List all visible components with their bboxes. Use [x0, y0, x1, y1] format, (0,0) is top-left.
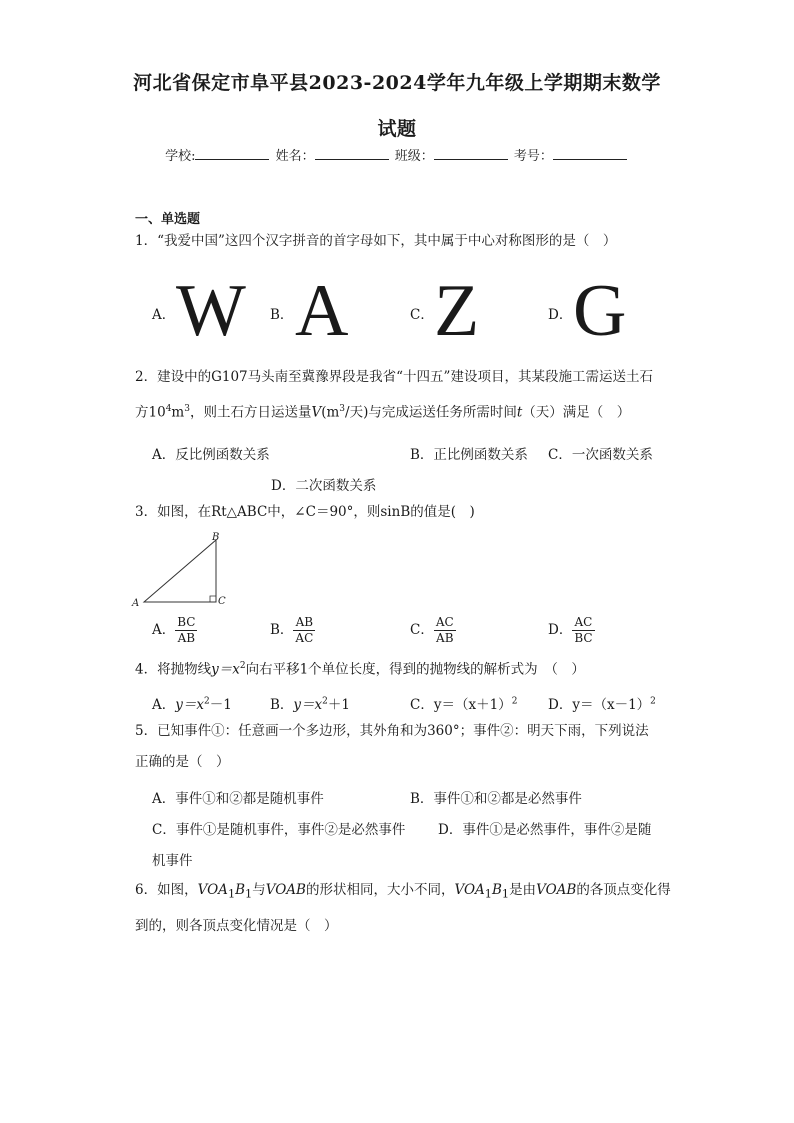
q4-option-a-post: －1: [209, 697, 232, 713]
q3-option-d[interactable]: [548, 615, 595, 646]
question-3: 3．如图，在Rt△ABC中，∠C＝90°，则sinB的值是( ): [135, 504, 475, 520]
q4-option-c-pre: y＝（x＋1）: [433, 697, 512, 713]
name-label: 姓名：: [275, 149, 315, 164]
name-blank[interactable]: [315, 147, 389, 160]
q6-sub-4: 1: [501, 887, 510, 901]
q2-option-a-label: A．: [152, 447, 176, 463]
q3-option-b-fraction: [293, 615, 315, 646]
q5-option-b-text: 事件①和②都是必然事件: [433, 791, 582, 807]
q4-option-a[interactable]: [152, 693, 232, 713]
q5-option-c-label: C．: [152, 822, 176, 838]
class-label: 班级：: [394, 149, 434, 164]
q1-option-a-label[interactable]: A．: [152, 307, 176, 323]
q2-text-e: /天)与完成运送任务所需时间: [345, 404, 517, 421]
q4-option-b[interactable]: [270, 693, 350, 713]
question-1: 1．“我爱中国”这四个汉字拼音的首字母如下，其中属于中心对称图形的是（ ）: [135, 233, 617, 249]
class-blank[interactable]: [434, 147, 508, 160]
school-blank[interactable]: [195, 147, 269, 160]
q4-option-c-sup: 2: [511, 696, 518, 707]
q5-option-c[interactable]: [152, 818, 405, 838]
q2-var-t: t: [516, 404, 523, 421]
q2-var-v: V: [311, 404, 322, 421]
q4-text-b: 向右平移1个单位长度，得到的抛物线的解析式为 （ ）: [245, 661, 585, 678]
q4-option-b-label: B．: [270, 697, 294, 713]
q3-d-num: AC: [572, 615, 594, 631]
question-5-line1: 5．已知事件①：任意画一个多边形，其外角和为360°；事件②：明天下雨，下列说法: [135, 723, 649, 739]
q2-sup-b: 3: [184, 404, 190, 414]
q5-option-b[interactable]: [410, 787, 582, 807]
q6-shape-3b: B: [491, 882, 502, 898]
q6-text-i: 是由: [509, 882, 537, 898]
q1-option-c-letter: Z: [434, 270, 480, 352]
q4-option-d[interactable]: [548, 693, 656, 713]
q2-option-b-text: 正比例函数关系: [433, 447, 528, 463]
q5-option-a-label: A．: [152, 791, 176, 807]
q2-option-c-text: 一次函数关系: [571, 447, 653, 463]
q1-option-a-letter: W: [176, 270, 246, 352]
q3-option-c-fraction: [434, 615, 456, 646]
q4-text-a: 4．将抛物线: [135, 661, 212, 678]
q6-text-f: 的形状相同，大小不同，: [305, 882, 455, 898]
q2-option-d-label: D．: [271, 478, 296, 494]
q3-b-den: AC: [295, 631, 314, 645]
q2-option-a-text: 反比例函数关系: [175, 447, 270, 463]
q5-option-d[interactable]: [438, 818, 651, 838]
q1-option-b-letter: A: [295, 270, 349, 352]
q3-c-den: AB: [436, 631, 454, 645]
q4-sup: 2: [239, 661, 246, 671]
q4-option-c-label: C．: [410, 697, 434, 713]
question-6-line2: 到的，则各顶点变化情况是（ ）: [135, 918, 338, 934]
q3-option-a-label: A．: [152, 622, 176, 638]
q6-shape-1: VOA: [197, 882, 228, 898]
vertex-c-label: C: [218, 596, 226, 607]
question-5-line2: 正确的是（ ）: [135, 754, 230, 770]
q3-option-c-label: C．: [410, 622, 434, 638]
q2-text-a: 方10: [135, 404, 166, 421]
q4-option-b-post: ＋1: [327, 697, 350, 713]
q3-b-num: AB: [293, 615, 315, 631]
q2-text-f: （天）满足（ ）: [522, 404, 631, 421]
q2-sup-a: 4: [165, 404, 172, 414]
q2-option-d[interactable]: [271, 474, 376, 494]
q5-option-d-continued: 机事件: [152, 853, 193, 869]
q6-text-d: 与: [252, 882, 266, 898]
q2-option-c[interactable]: [548, 443, 653, 463]
q5-option-a[interactable]: [152, 787, 324, 807]
q3-option-b[interactable]: [270, 615, 315, 646]
triangle-abc: [144, 540, 216, 602]
exam-no-label: 考号：: [513, 149, 553, 164]
school-label: 学校:: [165, 149, 196, 164]
q3-c-num: AC: [435, 615, 454, 629]
q3-a-num: BC: [177, 615, 196, 629]
question-2-line2: [135, 405, 630, 420]
q6-shape-2: VOAB: [265, 882, 306, 898]
exam-no-blank[interactable]: [553, 147, 627, 160]
q2-option-c-label: C．: [548, 447, 572, 463]
q1-option-d-label[interactable]: D．: [548, 307, 573, 323]
q2-text-c: ，则土石方日运送量: [189, 404, 312, 421]
q3-d-den: BC: [574, 631, 593, 645]
page-title-line2: 试题: [377, 118, 417, 140]
q3-option-b-label: B．: [270, 622, 294, 638]
q6-shape-1b: B: [235, 882, 246, 898]
q3-option-a-fraction: [175, 615, 197, 646]
q6-shape-3: VOA: [454, 882, 485, 898]
q2-option-d-text: 二次函数关系: [295, 478, 377, 494]
q6-shape-4: VOAB: [536, 882, 577, 898]
q5-option-b-label: B．: [410, 791, 434, 807]
q6-sub-1: 1: [227, 887, 236, 901]
q2-option-b-label: B．: [410, 447, 434, 463]
q4-option-b-pre: y＝x: [293, 697, 323, 713]
q2-sup-c: 3: [339, 404, 346, 414]
q2-option-b[interactable]: [410, 443, 528, 463]
q5-option-a-text: 事件①和②都是随机事件: [175, 791, 324, 807]
q5-option-d-label: D．: [438, 822, 463, 838]
q4-option-d-pre: y＝（x－1）: [572, 697, 651, 713]
q6-sub-3: 1: [484, 887, 492, 901]
vertex-a-label: A: [132, 598, 140, 609]
q3-option-d-fraction: [572, 615, 594, 646]
q2-text-d: (m: [321, 404, 340, 421]
q6-text-a: 6．如图，: [135, 882, 198, 898]
section-heading: 一、单选题: [135, 212, 201, 227]
question-2-line1: 2．建设中的G107马头南至冀豫界段是我省“十四五”建设项目，其某段施工需运送土石: [135, 369, 653, 385]
q1-option-d-letter: G: [573, 270, 627, 352]
q3-option-a[interactable]: [152, 615, 197, 646]
q6-sub-2: 1: [245, 887, 253, 901]
page-title: 河北省保定市阜平县2023-2024学年九年级上学期期末数学: [133, 72, 661, 94]
question-6-line1: [135, 884, 671, 900]
q4-option-b-sup: 2: [322, 696, 328, 707]
q4-option-a-sup: 2: [204, 696, 210, 707]
q2-option-a[interactable]: [152, 443, 270, 463]
q4-option-d-sup: 2: [650, 696, 656, 707]
q5-option-d-text: 事件①是必然事件，事件②是随: [462, 822, 652, 838]
q4-option-c[interactable]: [410, 693, 517, 713]
q2-text-b: m: [171, 404, 185, 421]
student-info: [0, 145, 794, 164]
q4-expr: y＝x: [211, 661, 240, 678]
q3-option-d-label: D．: [548, 622, 573, 638]
q4-option-a-label: A．: [152, 697, 176, 713]
q5-option-c-text: 事件①是随机事件，事件②是必然事件: [175, 822, 406, 838]
vertex-b-label: B: [212, 532, 220, 543]
triangle-figure: [128, 532, 238, 612]
q4-option-d-label: D．: [548, 697, 573, 713]
q6-text-k: 的各顶点变化得: [576, 882, 671, 898]
q3-a-den: AB: [177, 631, 196, 645]
q4-option-a-pre: y＝x: [175, 697, 204, 713]
right-angle-mark: [210, 596, 216, 602]
question-4: [135, 662, 585, 677]
q3-option-c[interactable]: [410, 615, 456, 646]
q1-option-b-label[interactable]: B．: [270, 307, 294, 323]
q1-option-c-label[interactable]: C．: [410, 307, 434, 323]
